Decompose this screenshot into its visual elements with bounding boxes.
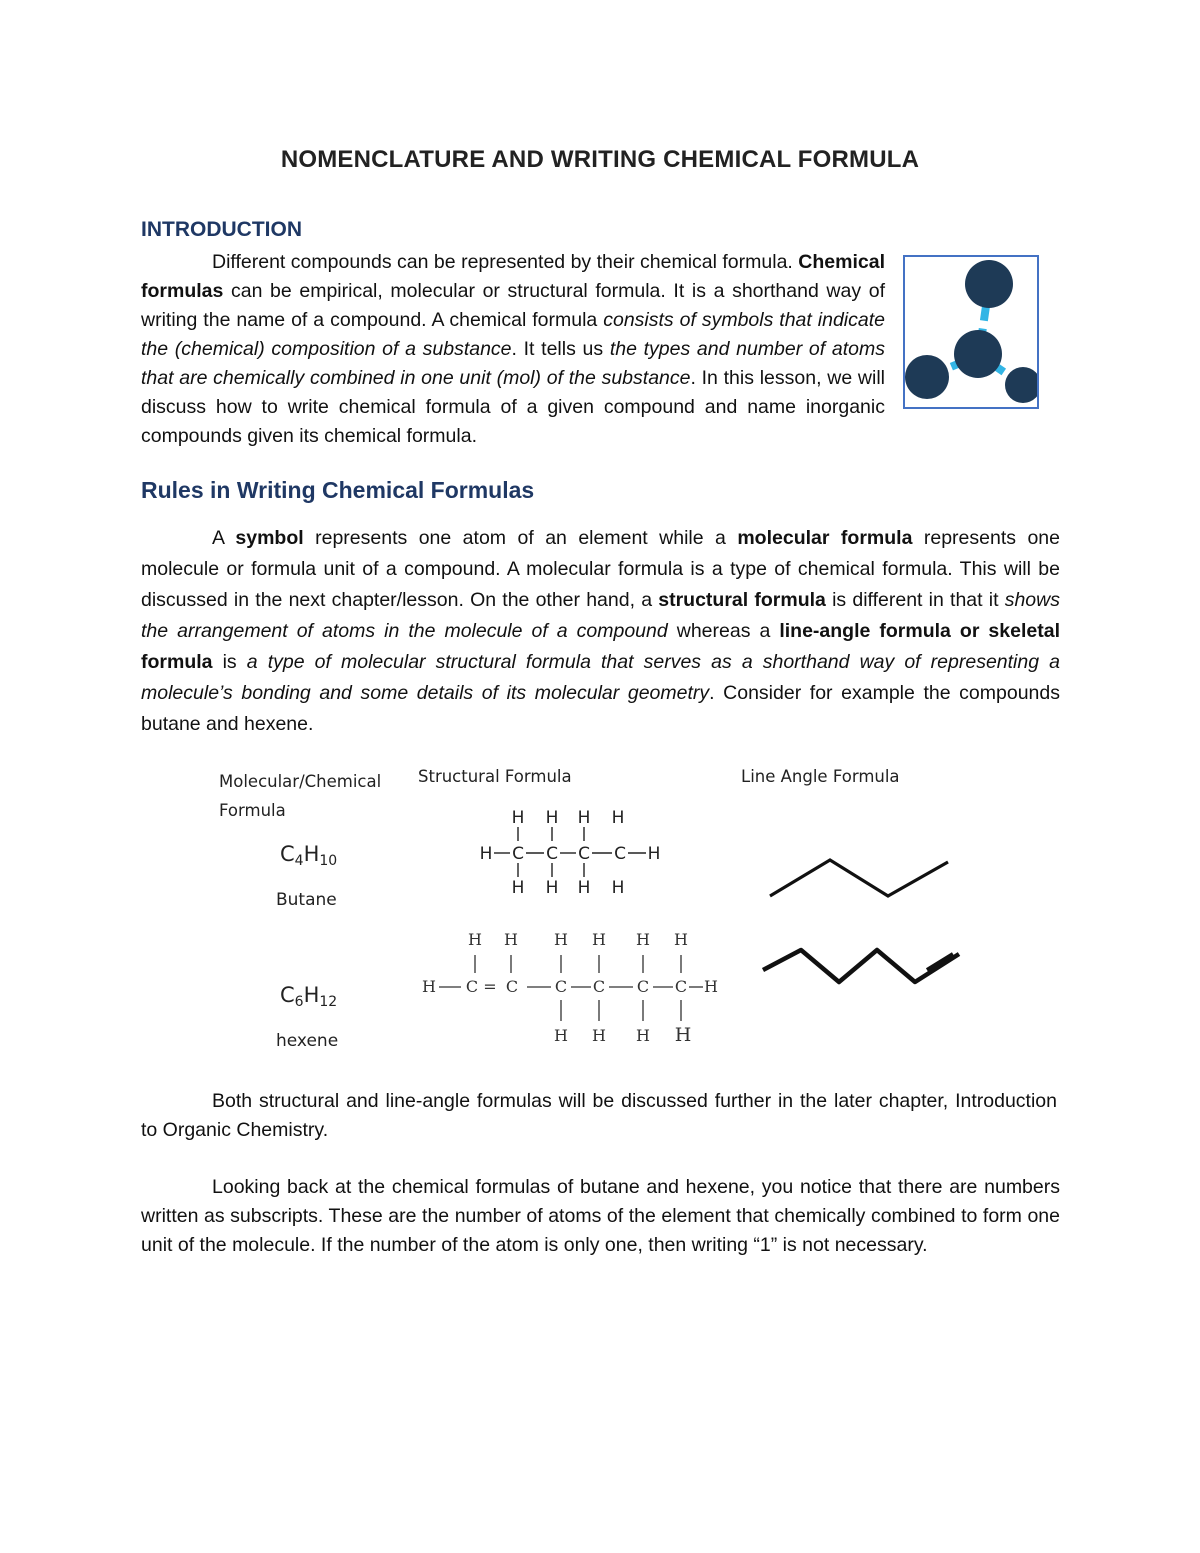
atom-h: H <box>647 844 661 864</box>
formula-subscript: 4 <box>294 853 304 869</box>
rules-text-3: represents one molecule or formula unit of a compound. A molecular formula is a type of chemical formula. This will be discussed in the next chapter/lesson. On the other hand, a <box>141 527 1060 611</box>
intro-italic-1: consists of symbols that indicate the (chemical) composition of a substance <box>141 309 885 360</box>
atom-c: C <box>578 844 590 864</box>
atom-c: C <box>512 844 524 864</box>
atom-h: H <box>554 1026 568 1045</box>
formula-element-h: H <box>303 842 320 866</box>
col-caption-line-angle: Line Angle Formula <box>741 767 900 786</box>
atom-c: C <box>465 977 479 996</box>
atom-h: H <box>674 1024 692 1046</box>
rules-paragraph <box>141 523 1060 740</box>
formula-subscript: 12 <box>319 994 338 1010</box>
atom-c: C <box>674 977 688 996</box>
rules-text-4: is different in that it <box>825 589 1005 611</box>
paragraph-text: Both structural and line-angle formulas will be discussed further in the later chapter, Introduction to Organic Chemistry. <box>141 1090 1057 1141</box>
atom-h: H <box>545 878 559 898</box>
intro-italic-2: the types and number of atoms that are chemically combined in one unit (mol) of the substance <box>141 338 885 389</box>
col-caption-molecular: Molecular/Chemical Formula <box>219 772 382 820</box>
rules-text-6: is <box>212 651 247 673</box>
atom-h: H <box>554 930 568 949</box>
formula-element-h: H <box>303 983 320 1007</box>
atom-h: H <box>422 977 436 996</box>
atom-h: H <box>479 844 493 864</box>
intro-sentence-3: . It tells us <box>511 338 610 360</box>
hexene-line-angle-formula <box>755 940 970 995</box>
atom-h: H <box>592 1026 606 1045</box>
formula-element-c: C <box>280 983 295 1007</box>
rules-text-5: whereas a <box>667 620 780 642</box>
col-caption-structural: Structural Formula <box>418 767 572 786</box>
bond-double: = <box>483 977 497 996</box>
atom-h: H <box>504 930 518 949</box>
intro-heading: INTRODUCTION <box>141 218 302 241</box>
atom-c: C <box>592 977 606 996</box>
atom-c: C <box>505 977 519 996</box>
hexene-structural-formula <box>415 925 735 1050</box>
intro-sentence-4: . In this lesson, we will discuss how to write chemical formula of a given compound and name inorganic compounds given its chemical formula. <box>141 367 885 447</box>
formula-element-c: C <box>280 842 295 866</box>
paragraph-both-formulas <box>141 1087 1057 1145</box>
hexene-formula <box>280 983 337 1010</box>
page-title: NOMENCLATURE AND WRITING CHEMICAL FORMULA <box>280 146 920 173</box>
hexene-name: hexene <box>276 1031 339 1051</box>
atom-h: H <box>611 878 625 898</box>
atom-h: H <box>468 930 482 949</box>
atom-c: C <box>636 977 650 996</box>
intro-sentence-1: Different compounds can be represented by their chemical formula. <box>212 251 793 273</box>
rules-text-1: A <box>212 527 236 549</box>
term-structural-formula: structural formula <box>658 589 826 611</box>
term-line-angle-formula: line-angle formula or skeletal formula <box>141 620 1060 673</box>
atom-h: H <box>511 808 525 828</box>
atom-h: H <box>592 930 606 949</box>
atom-h: H <box>545 808 559 828</box>
paragraph-text: Looking back at the chemical formulas of butane and hexene, you notice that there are numbers written as subscripts. These are the number of atoms of the element that chemically combined to form one unit of the molecule. If the number of the atom is only one, then writing “1” is not necessary. <box>141 1176 1060 1256</box>
formula-subscript: 6 <box>294 994 304 1010</box>
atom-c: C <box>554 977 568 996</box>
atom-h: H <box>577 878 591 898</box>
molecule-figure <box>903 255 1039 409</box>
atom-h: H <box>511 878 525 898</box>
rules-italic-1: shows the arrangement of atoms in the molecule of a compound <box>141 589 1060 642</box>
molecule-model-icon <box>905 257 1037 407</box>
butane-formula <box>280 842 337 869</box>
rules-text-7: . Consider for example the compounds butane and hexene. <box>141 682 1060 735</box>
rules-italic-2: a type of molecular structural formula that serves as a shorthand way of representing a molecule’s bonding and some details of its molecular geometry <box>141 651 1061 704</box>
atom-h: H <box>636 1026 650 1045</box>
atom-h: H <box>674 930 688 949</box>
butane-line-angle-formula <box>760 850 960 910</box>
rules-heading: Rules in Writing Chemical Formulas <box>141 477 535 503</box>
atom-h: H <box>704 977 718 996</box>
intro-paragraph-top <box>141 248 885 451</box>
atom-c: C <box>546 844 558 864</box>
intro-sentence-2: can be empirical, molecular or structural formula. It is a shorthand way of writing the name of a compound. A chemical formula <box>141 280 885 331</box>
formula-subscript: 10 <box>319 853 338 869</box>
rules-text-2: represents one atom of an element while a <box>303 527 738 549</box>
atom-h: H <box>577 808 591 828</box>
term-molecular-formula: molecular formula <box>737 527 913 549</box>
atom-h: H <box>636 930 650 949</box>
paragraph-subscripts <box>141 1173 1060 1260</box>
intro-term-chemical-formulas: Chemical formulas <box>141 251 885 302</box>
atom-h: H <box>611 808 625 828</box>
butane-structural-formula <box>470 805 680 900</box>
atom-c: C <box>614 844 626 864</box>
term-symbol: symbol <box>235 527 304 549</box>
butane-name: Butane <box>276 890 337 910</box>
